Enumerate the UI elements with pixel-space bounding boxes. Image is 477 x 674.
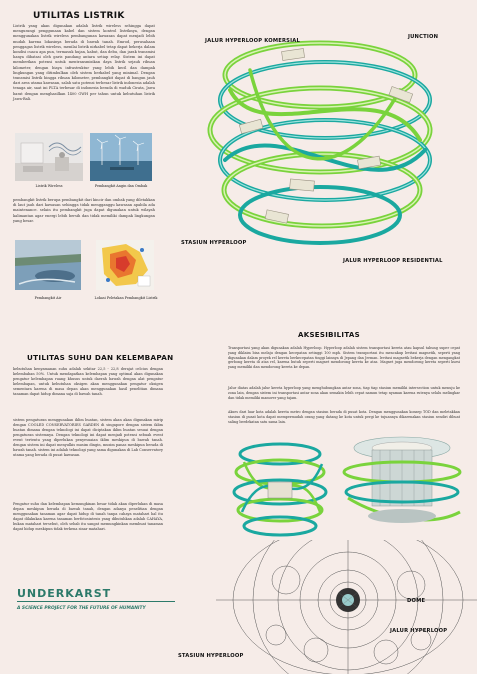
- station-render-left: [228, 432, 333, 544]
- caption-angin-ombak: Pembangkit Angin dan Ombak: [94, 184, 148, 188]
- label-stasiun-hyperloop-plan: STASIUN HYPERLOOP: [178, 653, 244, 659]
- suhu-title: UTILITAS SUHU DAN KELEMBAPAN: [27, 353, 174, 362]
- label-junction: JUNCTION: [408, 34, 439, 40]
- aksesibilitas-paragraph-3: Akses dari luar kota adalah kereta metro dengan stasiun berada di pusat kota. Dengan menggunakan konsep TOD dan meletakkan stasiun di pusat kota dapat mempermudah orang yang datang ke kota untuk pergi ke tujuannya dikarenakan stasiun sendiri dibuat saling berdekatan satu sama lain.: [228, 410, 460, 424]
- suhu-paragraph-2: sistem pengaturan menggunakan iklim buatan, sistem akan akan digunakan mirip dengan COOLED CONSERVATORIES GARDEN di singapore dengan sistem iklim buatan dimana dengan teknologi ini dapat diciptakan iklim buatan sesuai dengan pengaturan sistemnya. Dengan teknologi ini dapat menjadi potensi sebuah event event tertentu yang diperlukan penyesuaian iklim meskipun di bawah tanah. dengan sistem ini dapat menyulkis musim dingin, musim panas meskipun berada di bawah tanah. sistem ini adalah teknologi yang sama digunakan di Lab Conservatory utama yang berada di pusat kawasan.: [13, 418, 163, 457]
- site-plan-diagram: [216, 540, 477, 674]
- suhu-paragraph-1: kebutuhan kenyamanan suhu adalah sekitar 22,5 - 22,8 derajat celcius dengan kelembaban 50%. Untuk mendapatkan kelembapan yang optimal akan digunakan pengatur kelembapan ruang khusus untuk daerah bawah dengan alat pengatur kelembapan, untuk kebutuhan oksigen akan menggunakan pengatur oksigen sementara karena di masa depan akan menggunakan hasil penelitian dimana tanaman dapat hidup dimana saja di bawah tanah.: [13, 367, 163, 396]
- listrik-paragraph-2: pembangkit listrik berupa pembangkit dari kincir dan ombak yang diletakkan di laut jauh dari kawasan sehingga tidak mengganggu kawasan apabila ada maintenance. selain itu pembangkit juga dapat digunakan untuk wilayah kalimantan agar energi lebih bersih dan tidak memiliki dampak lingkungan yang besar.: [13, 198, 155, 223]
- station-render-right: [340, 428, 465, 540]
- wind-wave-photo: [90, 133, 152, 181]
- listrik-title: UTILITAS LISTRIK: [33, 11, 125, 21]
- label-jalur-hyperloop-plan: JALUR HYPERLOOP: [390, 628, 448, 634]
- label-jalur-komersial: JALUR HYPERLOOP KOMERSIAL: [205, 38, 300, 44]
- brand-divider: [17, 601, 175, 602]
- aksesibilitas-paragraph-1: Transportasi yang akan digunakan adalah Hyperloop. Hyperloop adalah sistem transportasi kereta atau kapsul tabung super cepat yang diklaim bisa melaju dengan kecepatan setinggi 100 mph. Sistem transportasi itu mencakup levitasi magnetik, seperti yang digunakan dalam proyek rel kereta berkecepatan tinggi lainnya di Jepang dan Jerman. levitasi magnetik bekerja dengan mengangkat gerbong kereta di atas rel, karena butuh seperti magnet mendorong kereta ke atas. Magnet juga mendorong kereta seperti kursi yang memiliki dan mendorong kereta ke depan.: [228, 346, 460, 370]
- listrik-paragraph-1: Listrik yang akan digunakan adalah listrik wireless sehingga dapat mengurangi penggunaan kabel dan sistem kontrol listriknya, dengan menggunakan listrik wireless pembangunan kawasan dapat menjadi lebih mudah karena lokasinya berada di bawah tanah. Emrod, perusahaan penggagas listrik wireless, menilai listrik nirkabel tetap dapat bekerja dalam kondisi cuaca apa pun, termasuk hujan, kabut, dan debu, dan jarak transmisi hanya dibatasi oleh garis pandang antara setiap relay. Sistem ini dapat memberikan potensi untuk mentransmisikan daya listrik sejauh ribuan kilometer, dengan biaya infrastruktur yang lebih kecil dan dampak lingkungan yang ditimbulkan oleh sistem berkabel yang minimal. Dengan transmisi listrik hingga ribuan kilometer, pembangkit dapat di bangun jauh dari area utama kawasan, salah satu potensi terbesar listrik indonesia adalah tenaga air, saat ini PLTA terbesar di indonesia berada di waduk Cirata, Jawa barat dengan menghasilkan 1400 GWH per tahun untuk kebutuhan listrik Jawa-Bali.: [13, 24, 155, 101]
- brand-tagline: A SCIENCE PROJECT FOR THE FUTURE OF HUMANITY: [17, 606, 146, 611]
- hydro-photo: [15, 240, 81, 290]
- aksesibilitas-paragraph-2: Jalur diatas adalah jalur kereta hyperloop yang menghubungkan antar zona, tiap tiap stasiun memiliki intersection untuk menuju ke zona lain, dengan sistem ini transportasi antar zona akan semakin lebih cepat namun tetap nyaman karena rutenya selalu melingkar dan tidak memiliki manuver yang tajam.: [228, 386, 460, 400]
- wireless-photo: [15, 133, 83, 181]
- label-stasiun-hyperloop-top: STASIUN HYPERLOOP: [181, 240, 247, 246]
- caption-lokasi: Lokasi Peletakan Pembangkit Listrik: [94, 296, 158, 300]
- aksesibilitas-title: AKSESIBILITAS: [298, 331, 360, 339]
- caption-wireless: Listrik Wireless: [35, 184, 63, 188]
- map-photo: [96, 240, 154, 290]
- brand-name: UNDERKARST: [17, 587, 112, 600]
- label-jalur-residential: JALUR HYPERLOOP RESIDENTIAL: [343, 258, 443, 264]
- hyperloop-ring-illustration: [190, 30, 460, 270]
- suhu-paragraph-3: Pengatur suhu dan kelembapan kemungkinan besar tidak akan diperlukan di masa depan meskipun berada di bawah tanah, dengan adanya penelitian dengan menggunakan tanaman agar dapat hidup di tanah tanpa cahaya matahari hal itu dapat dilakukan karena tanaman berfotosintesis yang dibutuhkan adalah CAHAYA, bukan matahari tersebut, oleh sebab itu sangat memungkinkan membuat tanaman dapat hidup meskipun tidak terkena sinar matahari.: [13, 502, 163, 531]
- label-dome: DOME: [407, 598, 426, 604]
- caption-air: Pembangkit Air: [34, 296, 62, 300]
